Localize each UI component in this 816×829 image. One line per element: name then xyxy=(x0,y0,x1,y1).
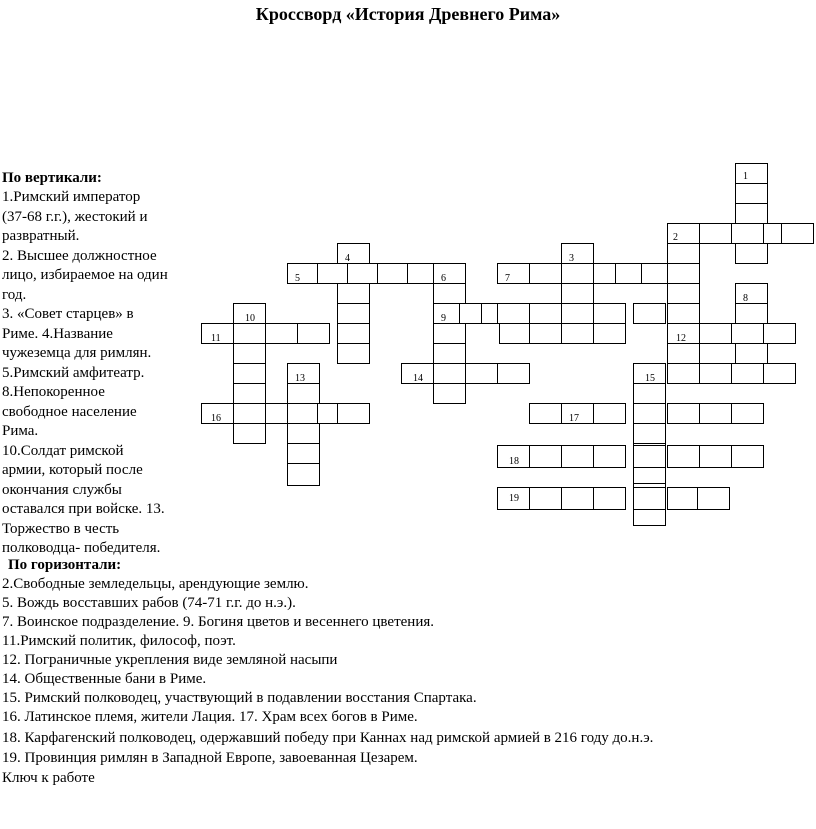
vertical-clue-line: Торжество в честь xyxy=(2,520,120,537)
vertical-clue-line: чужеземца для римлян. xyxy=(2,345,152,361)
crossword-cell[interactable] xyxy=(562,304,594,324)
crossword-cell[interactable] xyxy=(234,424,266,444)
crossword-cell[interactable] xyxy=(700,404,732,424)
grid-number-label: 7 xyxy=(505,273,510,284)
crossword-cell[interactable] xyxy=(234,344,266,364)
crossword-cell[interactable] xyxy=(634,446,666,468)
horizontal-clues-heading: По горизонтали: xyxy=(8,557,122,573)
crossword-cell[interactable] xyxy=(594,304,626,324)
grid-number-label: 8 xyxy=(743,293,748,304)
crossword-cell[interactable] xyxy=(378,264,410,284)
horizontal-clue-line: 12. Пограничные укрепления виде земляной насыпи xyxy=(2,652,338,668)
crossword-cell[interactable] xyxy=(594,446,626,468)
crossword-cell[interactable] xyxy=(634,424,666,446)
crossword-cell[interactable] xyxy=(562,446,594,468)
crossword-cell[interactable] xyxy=(736,204,768,224)
grid-number-label: 16 xyxy=(211,413,221,424)
horizontal-clue-line: 2.Свободные земледельцы, арендующие землю. xyxy=(2,576,309,592)
grid-number-label: 3 xyxy=(569,253,574,264)
crossword-cell[interactable] xyxy=(434,324,466,344)
crossword-cell[interactable] xyxy=(736,304,768,324)
crossword-cell[interactable] xyxy=(700,364,732,384)
crossword-cell[interactable] xyxy=(736,284,768,304)
crossword-cell[interactable] xyxy=(434,264,466,284)
page-title: Кроссворд «История Древнего Рима» xyxy=(255,4,561,24)
horizontal-clue-line: 16. Латинское племя, жители Лация. 17. Храм всех богов в Риме. xyxy=(2,709,418,725)
crossword-cell[interactable] xyxy=(634,304,666,324)
grid-number-label: 5 xyxy=(295,273,300,284)
crossword-cell[interactable] xyxy=(348,264,380,284)
crossword-cell[interactable] xyxy=(668,404,700,424)
crossword-cell[interactable] xyxy=(732,324,764,344)
crossword-cell[interactable] xyxy=(668,344,700,364)
crossword-cell[interactable] xyxy=(466,364,498,384)
crossword-cell[interactable] xyxy=(288,264,320,284)
crossword-cell[interactable] xyxy=(434,364,466,384)
horizontal-clue-line: 19. Провинция римлян в Западной Европе, завоеванная Цезарем. xyxy=(2,750,418,766)
vertical-clue-line: оставался при войске. 13. xyxy=(2,501,165,517)
crossword-cell[interactable] xyxy=(338,404,370,424)
crossword-cell[interactable] xyxy=(700,224,732,244)
crossword-cell[interactable] xyxy=(288,444,320,466)
grid-number-label: 12 xyxy=(676,333,686,344)
vertical-clue-line: Рима. xyxy=(2,423,39,439)
crossword-cell[interactable] xyxy=(562,284,594,304)
crossword-cell[interactable] xyxy=(736,184,768,204)
crossword-cell[interactable] xyxy=(732,224,764,244)
crossword-cell[interactable] xyxy=(530,488,562,510)
horizontal-clue-line: 11.Римский политик, философ, поэт. xyxy=(2,633,236,649)
grid-number-label: 15 xyxy=(645,373,655,384)
crossword-cell[interactable] xyxy=(498,304,530,324)
grid-number-label: 14 xyxy=(413,373,423,384)
crossword-cell[interactable] xyxy=(732,404,764,424)
grid-number-label: 17 xyxy=(569,413,579,424)
vertical-clues-heading: По вертикали: xyxy=(2,170,102,186)
vertical-clue-line: 2. Высшее должностное xyxy=(2,247,157,264)
crossword-cell[interactable] xyxy=(338,244,370,264)
horizontal-clue-line: 14. Общественные бани в Риме. xyxy=(2,671,207,687)
grid-number-label: 10 xyxy=(245,313,255,324)
vertical-clue-line: окончания службы xyxy=(2,481,122,498)
crossword-cell[interactable] xyxy=(288,424,320,446)
crossword-cell[interactable] xyxy=(318,264,350,284)
crossword-cell[interactable] xyxy=(498,264,530,284)
crossword-cell[interactable] xyxy=(782,224,814,244)
crossword-cell[interactable] xyxy=(736,244,768,264)
crossword-cell[interactable] xyxy=(288,404,320,424)
crossword-cell[interactable] xyxy=(500,324,532,344)
crossword-cell[interactable] xyxy=(634,404,666,424)
grid-number-label: 1 xyxy=(743,171,748,182)
vertical-clue-line: 3. «Совет старцев» в xyxy=(2,306,134,322)
crossword-cell[interactable] xyxy=(530,446,562,468)
vertical-clue-line: армии, который после xyxy=(2,462,143,478)
vertical-clue-line: (37-68 г.г.), жестокий и xyxy=(2,208,148,225)
crossword-cell[interactable] xyxy=(668,304,700,324)
crossword-cell[interactable] xyxy=(530,404,562,424)
vertical-clue-line: 10.Солдат римской xyxy=(2,442,124,459)
crossword-cell[interactable] xyxy=(338,284,370,304)
vertical-clue-line: лицо, избираемое на один xyxy=(2,267,168,283)
crossword-cell[interactable] xyxy=(668,244,700,264)
crossword-cell[interactable] xyxy=(732,364,764,384)
grid-number-label: 2 xyxy=(673,232,678,243)
crossword-cell[interactable] xyxy=(234,404,266,424)
crossword-cell[interactable] xyxy=(530,324,562,344)
crossword-cell[interactable] xyxy=(288,384,320,406)
crossword-cell[interactable] xyxy=(634,488,666,510)
crossword-cell[interactable] xyxy=(288,464,320,486)
crossword-cell[interactable] xyxy=(764,364,796,384)
crossword-cell[interactable] xyxy=(764,324,796,344)
grid-number-label: 6 xyxy=(441,273,446,284)
crossword-cell[interactable] xyxy=(338,304,370,324)
crossword-cell[interactable] xyxy=(562,244,594,264)
crossword-cell[interactable] xyxy=(234,364,266,384)
vertical-clue-line: свободное население xyxy=(2,403,137,420)
crossword-cell[interactable] xyxy=(338,344,370,364)
crossword-cell[interactable] xyxy=(266,324,298,344)
crossword-cell[interactable] xyxy=(700,446,732,468)
crossword-cell[interactable] xyxy=(434,284,466,304)
vertical-clue-line: год. xyxy=(2,286,27,303)
vertical-clue-line: 1.Римский император xyxy=(2,189,141,205)
crossword-cell[interactable] xyxy=(668,364,700,384)
crossword-cell[interactable] xyxy=(530,264,562,284)
answer-key-label: Ключ к работе xyxy=(2,770,95,786)
grid-number-label: 18 xyxy=(509,456,519,467)
crossword-cell[interactable] xyxy=(698,488,730,510)
crossword-cell[interactable] xyxy=(668,284,700,304)
crossword-cell[interactable] xyxy=(562,488,594,510)
crossword-cell[interactable] xyxy=(594,488,626,510)
crossword-cell[interactable] xyxy=(434,344,466,364)
vertical-clue-line: 5.Римский амфитеатр. xyxy=(2,364,145,381)
grid-number-label: 11 xyxy=(211,333,221,344)
horizontal-clue-line: 7. Воинское подразделение. 9. Богиня цветов и весеннего цветения. xyxy=(2,614,434,630)
crossword-cell[interactable] xyxy=(338,324,370,344)
crossword-cell[interactable] xyxy=(562,324,594,344)
horizontal-clue-line: 5. Вождь восставших рабов (74-71 г.г. до н.э.). xyxy=(2,595,296,611)
horizontal-clue-line: 15. Римский полководец, участвующий в подавлении восстания Спартака. xyxy=(2,690,477,706)
crossword-cell[interactable] xyxy=(634,384,666,406)
grid-number-label: 9 xyxy=(441,313,446,324)
crossword-cell[interactable] xyxy=(668,446,700,468)
crossword-cell[interactable] xyxy=(562,264,594,284)
crossword-cell[interactable] xyxy=(732,446,764,468)
crossword-cell[interactable] xyxy=(668,488,700,510)
vertical-clue-line: развратный. xyxy=(2,228,80,244)
vertical-clue-line: Риме. 4.Название xyxy=(2,325,113,342)
crossword-cell[interactable] xyxy=(736,344,768,364)
crossword-cell[interactable] xyxy=(736,164,768,184)
grid-number-label: 13 xyxy=(295,373,305,384)
crossword-cell[interactable] xyxy=(498,364,530,384)
crossword-cell[interactable] xyxy=(234,324,266,344)
crossword-cell[interactable] xyxy=(530,304,562,324)
crossword-cell[interactable] xyxy=(594,324,626,344)
crossword-cell[interactable] xyxy=(594,404,626,424)
horizontal-clue-line: 18. Карфагенский полководец, одержавший победу при Каннах над римской армией в 216 году до.н.э. xyxy=(2,730,654,746)
crossword-cell[interactable] xyxy=(234,384,266,404)
crossword-cell[interactable] xyxy=(298,324,330,344)
grid-number-label: 19 xyxy=(509,493,519,504)
vertical-clue-line: 8.Непокоренное xyxy=(2,384,105,400)
vertical-clue-line: полководца- победителя. xyxy=(2,540,161,556)
crossword-cell[interactable] xyxy=(700,324,732,344)
grid-number-label: 4 xyxy=(345,253,350,264)
crossword-cell[interactable] xyxy=(668,264,700,284)
crossword-cell[interactable] xyxy=(434,384,466,404)
